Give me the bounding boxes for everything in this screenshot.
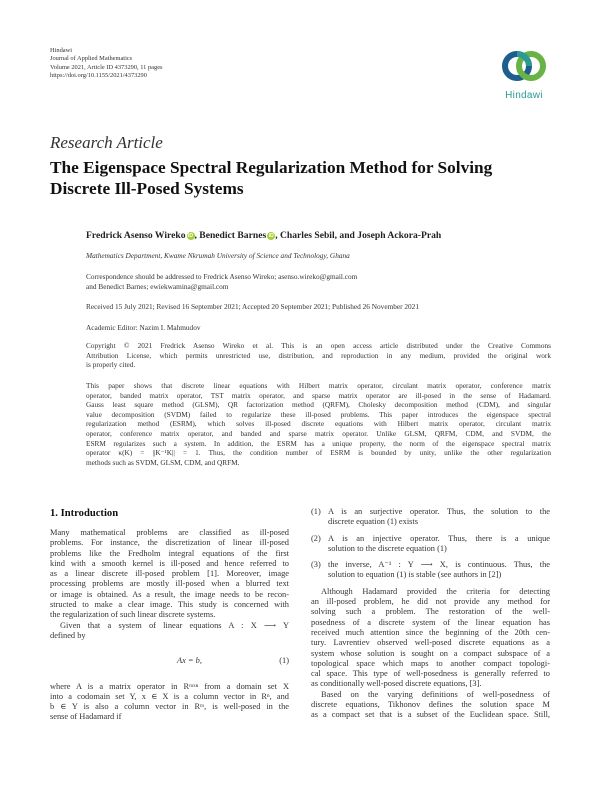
body-column-right [311, 507, 550, 721]
body-line: or image is obtained. As a result, the image needs to be recon- [50, 589, 289, 599]
condition-number: (3) [311, 560, 321, 570]
body-line: topological space which maps to another compact topologi- [311, 658, 550, 668]
condition-line: discrete equation (1) exists [328, 517, 419, 527]
body-line: Many mathematical problems are classified as ill-posed [50, 528, 289, 537]
article-type: Research Article [50, 133, 163, 152]
copyright-line: Attribution License, which permits unrestricted use, distribution, and reproduction in any medium, provided the original work [86, 350, 551, 360]
condition-line: the inverse, A⁻¹ : Y ⟶ X, is continuous. Thus, the [328, 560, 550, 570]
paper-title [50, 157, 570, 199]
body-line: Given that a system of linear equations A : X ⟶ Y [60, 620, 289, 630]
equation-number: (1) [279, 656, 289, 666]
section-heading: 1. Introduction [50, 508, 119, 519]
abstract-line: value decomposition (SVDM) failed to regularize these ill-posed problems. This paper introduces the eigenspace spectral [86, 409, 551, 419]
author-name: , Benedict Barnes [194, 230, 267, 241]
author-list [86, 230, 441, 241]
journal-name: Journal of Applied Mathematics [50, 55, 133, 63]
title-line: Discrete Ill-Posed Systems [50, 179, 244, 198]
body-line: problems like the Fredholm integral equations of the first [50, 548, 289, 558]
abstract-line: regularization method (ESRM), which solves ill-posed discrete equations with Hilbert matrix operator, circulant matrix [86, 419, 551, 429]
body-line: processing problems are mostly ill-posed when a blurred text [50, 579, 289, 589]
copyright-line: is properly cited. [86, 360, 136, 370]
abstract-line: methods such as SVDM, GLSM, CDM, and QRFM. [86, 457, 240, 467]
body-line: discrete equations, Tikhonov defines the solution space M [311, 700, 550, 710]
body-line: problems. For instance, the discretization of linear ill-posed [50, 538, 289, 548]
hindawi-logo [496, 46, 552, 104]
abstract [86, 381, 551, 467]
body-line: as conditionally well-posed discrete equations, [3]. [311, 679, 482, 689]
body-line: cal space. This type of well-posedness is generally referred to [311, 669, 550, 679]
title-line: The Eigenspace Spectral Regularization Method for Solving [50, 158, 493, 177]
orcid-icon[interactable]: iD [188, 233, 193, 239]
equation-1 [50, 656, 289, 666]
abstract-line: operator κ(K) = ||K⁻¹K|| = 1. Thus, the condition number of ESRM is bounded by unity, unlike the other regularization [86, 448, 551, 458]
correspondence-line: and Benedict Barnes; ewiekwamina@gmail.com [86, 281, 229, 291]
journal-meta [50, 47, 163, 80]
body-line: into a codomain set Y, x ∈ X is a column vector in Rⁿ, and [50, 691, 289, 701]
volume-info: Volume 2021, Article ID 4373290, 11 pages [50, 63, 163, 71]
body-line: tury. Lavrentiev observed well-posed discrete equations as a [311, 638, 550, 648]
body-line: sense of Hadamard if [50, 712, 122, 722]
doi-link[interactable]: https://doi.org/10.1155/2021/4373290 [50, 71, 147, 79]
condition-line: A is an surjective operator. Thus, the solution to the [328, 507, 550, 516]
abstract-line: Gauss least square method (GLSM), QR factorization method (QRFM), Cholesky decomposition method (CDM), and singular [86, 400, 551, 410]
body-line: where A is a matrix operator in Rᵐˣⁿ from a domain set X [50, 681, 289, 691]
condition-item [311, 534, 550, 555]
condition-item [311, 560, 550, 581]
condition-number: (1) [311, 507, 321, 516]
condition-line: solution to equation (1) is stable (see authors in [2]) [328, 570, 502, 580]
author-name: Fredrick Asenso Wireko [86, 230, 186, 241]
abstract-line: ESRM regularizes such a system. In addition, the ESRM has a unique property, the norm of the eigenspace spectral matrix [86, 438, 551, 448]
body-line: received much attention since the beginning of the 20th cen- [311, 627, 550, 637]
body-line: Based on the varying definitions of well-posedness of [321, 689, 550, 699]
author-name: , Charles Sebil, and Joseph Ackora-Prah [275, 230, 442, 241]
body-column-left [50, 528, 289, 723]
body-line: posedness of a discrete system of the linear equation has [311, 617, 550, 627]
copyright-notice [86, 341, 551, 370]
hindawi-logo-mark-icon [496, 46, 552, 90]
abstract-line: This paper shows that discrete linear equations with Hilbert matrix operator, circulant matrix operator, conference matrix [86, 381, 551, 390]
abstract-line: operator, conference matrix operator, and banded and sparse matrix operator. Unlike GLSM, QRFM, CDM, and SVDM, the [86, 428, 551, 438]
copyright-line: Copyright © 2021 Fredrick Asenso Wireko et al. This is an open access article distributed under the Creative Commons [86, 341, 551, 350]
body-line: an ill-posed problem, he did not provide any method for [311, 597, 550, 607]
body-line: solving such a problem. The restoration of the well- [311, 607, 550, 617]
body-line: as a linear discrete ill-posed problem [1]. Moreover, image [50, 569, 289, 579]
correspondence [86, 272, 551, 291]
condition-number: (2) [311, 533, 321, 543]
abstract-line: operator, banded matrix operator, TST matrix operator, and sparse matrix operator are ill-posed in the sense of Hadamard. [86, 390, 551, 400]
publisher-name: Hindawi [50, 47, 73, 54]
body-line: b ∈ Y is also a column vector in Rᵐ, is well-posed in the [50, 702, 289, 712]
affiliation: Mathematics Department, Kwame Nkrumah University of Science and Technology, Ghana [86, 251, 350, 260]
orcid-icon[interactable]: iD [268, 233, 274, 239]
condition-line: solution to the discrete equation (1) [328, 543, 447, 553]
body-line: as a compact set that is a subset of the Euclidean space. Still, [311, 710, 550, 720]
publication-dates: Received 15 July 2021; Revised 16 September 2021; Accepted 20 September 2021; Published 26 November 2021 [86, 302, 419, 311]
hindawi-wordmark: Hindawi [505, 90, 543, 101]
condition-item [311, 507, 550, 528]
body-line: kind with a smooth kernel is ill-posed and hence referred to [50, 558, 289, 568]
academic-editor: Academic Editor: Nazim I. Mahmudov [86, 323, 201, 332]
body-line: defined by [50, 630, 86, 640]
body-line: Although Hadamard provided the criteria for detecting [321, 586, 550, 596]
body-line: system whose solution is sought on a compact subspace of a [311, 648, 550, 658]
correspondence-line: Correspondence should be addressed to Fredrick Asenso Wireko; asenso.wireko@gmail.com [86, 272, 358, 281]
body-line: structed to make a clear image. This study is concerned with [50, 600, 289, 610]
body-line: the regularization of such linear discrete systems. [50, 610, 216, 620]
equation-expression: Ax = b, [177, 656, 202, 666]
condition-line: A is an injective operator. Thus, there is a unique [328, 533, 550, 543]
